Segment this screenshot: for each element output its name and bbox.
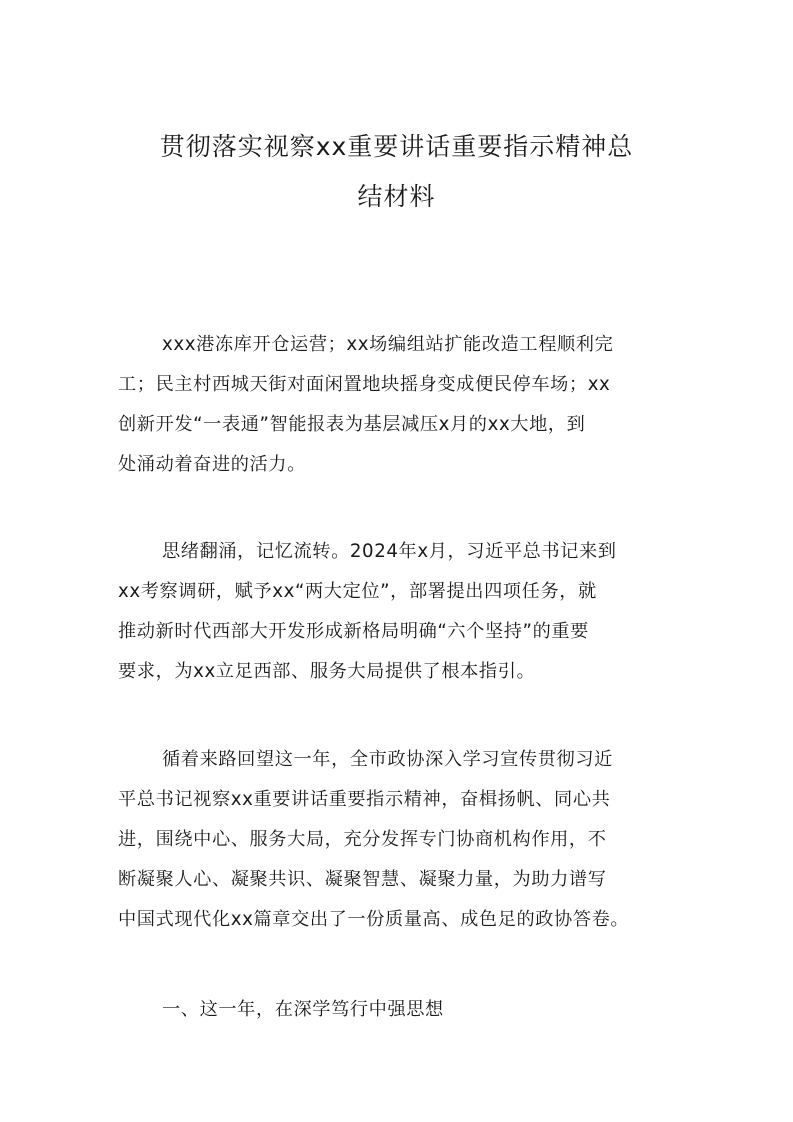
section-heading-text: 一、这一年，在深学笃行中强思想 — [162, 999, 444, 1020]
paragraph-line: 推动新时代西部大开发形成新格局明确“六个坚持”的重要 — [118, 621, 589, 642]
paragraph-2 — [118, 532, 683, 692]
paragraph-line: 工；民主村西城天街对面闲置地块摇身变成便民停车场；xx — [118, 374, 611, 395]
section-heading — [118, 990, 683, 1030]
paragraph-3 — [118, 740, 683, 940]
title-line-2: 结材料 — [357, 182, 436, 211]
document-title — [100, 122, 693, 222]
paragraph-line: xxx港冻库开仓运营；xx场编组站扩能改造工程顺利完 — [162, 334, 614, 355]
paragraph-line: xx考察调研，赋予xx“两大定位”，部署提出四项任务，就 — [118, 581, 597, 602]
paragraph-line: 思绪翻涌，记忆流转。2024年x月，习近平总书记来到 — [162, 541, 617, 562]
paragraph-line: 处涌动着奋进的活力。 — [118, 454, 306, 475]
paragraph-line: 平总书记视察xx重要讲话重要指示精神，奋楫扬帆、同心共 — [118, 789, 611, 810]
paragraph-line: 中国式现代化xx篇章交出了一份质量高、成色足的政协答卷。 — [118, 909, 630, 930]
paragraph-line: 循着来路回望这一年，全市政协深入学习宣传贯彻习近 — [162, 749, 613, 770]
paragraph-line: 断凝聚人心、凝聚共识、凝聚智慧、凝聚力量，为助力谱写 — [118, 869, 607, 890]
paragraph-line: 要求，为xx立足西部、服务大局提供了根本指引。 — [118, 661, 536, 682]
paragraph-1 — [118, 325, 683, 485]
paragraph-line: 创新开发“一表通”智能报表为基层减压x月的xx大地，到 — [118, 414, 586, 435]
paragraph-line: 进，围绕中心、服务大局，充分发挥专门协商机构作用，不 — [118, 829, 607, 850]
title-line-1: 贯彻落实视察xx重要讲话重要指示精神总 — [159, 132, 634, 161]
